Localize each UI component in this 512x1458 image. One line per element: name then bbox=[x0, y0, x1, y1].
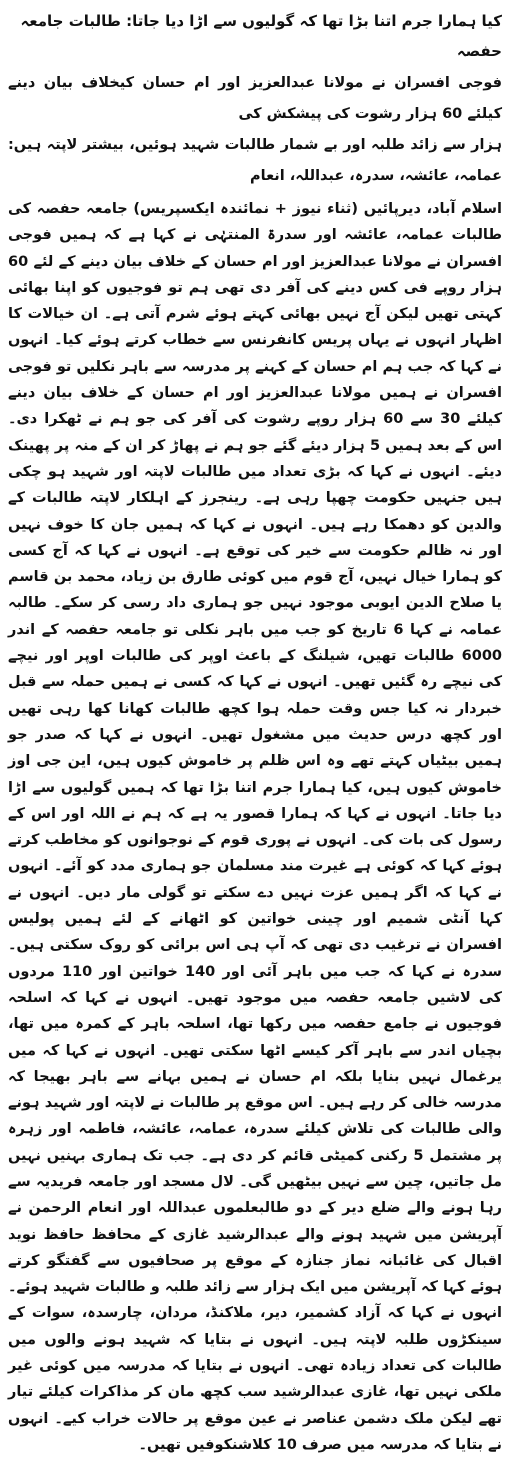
subheadline: فوجی افسران نے مولانا عبدالعزیز اور ام حسان کیخلاف بیان دینے کیلئے 60 ہزار رشوت کی پیشکش کی bbox=[8, 75, 502, 122]
summary-line: ہزار سے زائد طلبہ اور بے شمار طالبات شہید ہوئیں، بیشتر لاپتہ ہیں: عمامہ، عائشہ، سدرہ، عبداللہ، انعام bbox=[8, 137, 502, 184]
headline: کیا ہمارا جرم اتنا بڑا تھا کہ گولیوں سے اڑا دیا جاتا: طالبات جامعہ حفصہ bbox=[20, 12, 502, 60]
article-body: اسلام آباد، دیرپائیں (ثناء نیوز + نمائندہ ایکسپریس) جامعہ حفصہ کی طالبات عمامہ، عائشہ اور سدرۃ المنتہٰی نے کہا ہے کہ ہمیں فوجی افسران نے مولانا عبدالعزیز اور ام حسان کے خلاف بیان دینے کے لئے 60 ہزار روپے فی کس دینے کی آفر دی تھی ہم تو فوجیوں کو اپنا بھائی کہتی تھیں لیکن آج نہیں بھائی کہتے ہوئے شرم آتی ہے۔ ان خیالات کا اظہار انہوں نے یہاں پریس کانفرنس سے خطاب کرتے ہوئے کیا۔ انہوں نے کہا کہ جب ہم ام حسان کے کہنے پر مدرسہ سے باہر نکلیں تو فوجی افسران نے ہمیں مولانا عبدالعزیز اور ام حسان کے خلاف بیان دینے کیلئے 30 سے 60 ہزار روپے رشوت کی آفر کی جو ہم نے ٹھکرا دی۔ اس کے بعد ہمیں 5 ہزار دیئے گئے جو ہم نے پھاڑ کر ان کے منہ پر پھینک دیئے۔ انہوں نے کہا کہ بڑی تعداد میں طالبات لاپتہ اور شہید ہو چکی ہیں جنہیں حکومت چھپا رہی ہے۔ رینجرز کے اہلکار لاپتہ طالبات کے والدین کو دھمکا رہے ہیں۔ انہوں نے کہا کہ ہمیں جان کا خوف نہیں اور نہ ظالم حکومت سے خیر کی توقع ہے۔ انہوں نے کہا کہ آج کسی کو ہمارا خیال نہیں، آج قوم میں کوئی طارق بن زیاد، محمد بن قاسم یا صلاح الدین ایوبی موجود نہیں جو ہماری داد رسی کر سکے۔ طالبہ عمامہ نے کہا 6 تاریخ کو جب میں باہر نکلی تو جامعہ حفصہ کے اندر 6000 طالبات تھیں، شیلنگ کے باعث اوپر کی طالبات اوپر اور نیچے کی نیچے رہ گئیں تھیں۔ انہوں نے کہا کہ کسی نے ہمیں حملہ سے قبل خبردار نہ کیا جس وقت حملہ ہوا کچھ طالبات کھانا کھا رہی تھیں اور کچھ درس حدیث میں مشغول تھیں۔ انہوں نے کہا کہ صدر جو ہمیں بیٹیاں کہتے تھے وہ اس ظلم پر خاموش کیوں ہیں، این جی اوز خاموش کیوں ہیں، کیا ہمارا جرم اتنا بڑا تھا کہ ہمیں گولیوں سے اڑا دیا جاتا۔ انہوں نے کہا کہ ہمارا قصور یہ ہے کہ ہم نے اللہ اور اس کے رسول کی بات کی۔ انہوں نے پوری قوم کے نوجوانوں کو مخاطب کرتے ہوئے کہا کہ کوئی ہے غیرت مند مسلمان جو ہماری مدد کو آئے۔ انہوں نے کہا کہ اگر ہمیں عزت نہیں دے سکتے تو گولی مار دیں۔ انہوں نے کہا آنٹی شمیم اور چینی خواتین کو اٹھانے کے لئے ہمیں پولیس افسران نے ترغیب دی تھی کہ آپ ہی اس برائی کو روک سکتی ہیں۔ سدرہ نے کہا کہ جب میں باہر آئی اور 140 خواتین اور 110 مردوں کی لاشیں جامعہ حفصہ میں موجود تھیں۔ انہوں نے کہا کہ اسلحہ فوجیوں نے جامع حفصہ میں رکھا تھا، اسلحہ باہر کے کمرہ میں تھا، بچیاں اندر سے باہر آکر کیسے اٹھا سکتی تھیں۔ انہوں نے کہا کہ میں یرغمال نہیں بنایا بلکہ ام حسان نے ہمیں بہانے سے باہر بھیجا کہ مدرسہ خالی کر رہے ہیں۔ اس موقع پر طالبات نے لاپتہ اور شہید ہونے والی طالبات کی تلاش کیلئے سدرہ، عمامہ، عائشہ، فاطمہ اور زہرہ پر مشتمل 5 رکنی کمیٹی قائم کر دی ہے۔ جب تک ہماری بہنیں نہیں مل جاتیں، چین سے نہیں بیٹھیں گی۔ لال مسجد اور جامعہ فریدیہ سے رہا ہونے والے ضلع دیر کے دو طالبعلموں عبداللہ اور انعام الرحمن نے آپریشن میں شہید ہونے والے عبدالرشید غازی کے محافظ حافظ نوید اقبال کی غائبانہ نماز جنازہ کے موقع پر صحافیوں سے گفتگو کرتے ہوئے کہا کہ آپریشن میں ایک ہزار سے زائد طلبہ و طالبات شہید ہوئے۔ انہوں نے کہا کہ آزاد کشمیر، دیر، ملاکنڈ، مردان، چارسدہ، سوات کے سینکڑوں طلبہ لاپتہ ہیں۔ انہوں نے بتایا کہ شہید ہونے والوں میں طالبات کی تعداد زیادہ تھی۔ انہوں نے بتایا کہ مدرسہ میں کوئی غیر ملکی نہیں تھا، غازی عبدالرشید سب کچھ مان کر مذاکرات کیلئے تیار تھے لیکن ملک دشمن عناصر نے عین موقع پر حالات خراب کیے۔ انہوں نے بتایا کہ مدرسہ میں صرف 10 کلاشنکوفیں تھیں۔ bbox=[8, 201, 503, 1453]
